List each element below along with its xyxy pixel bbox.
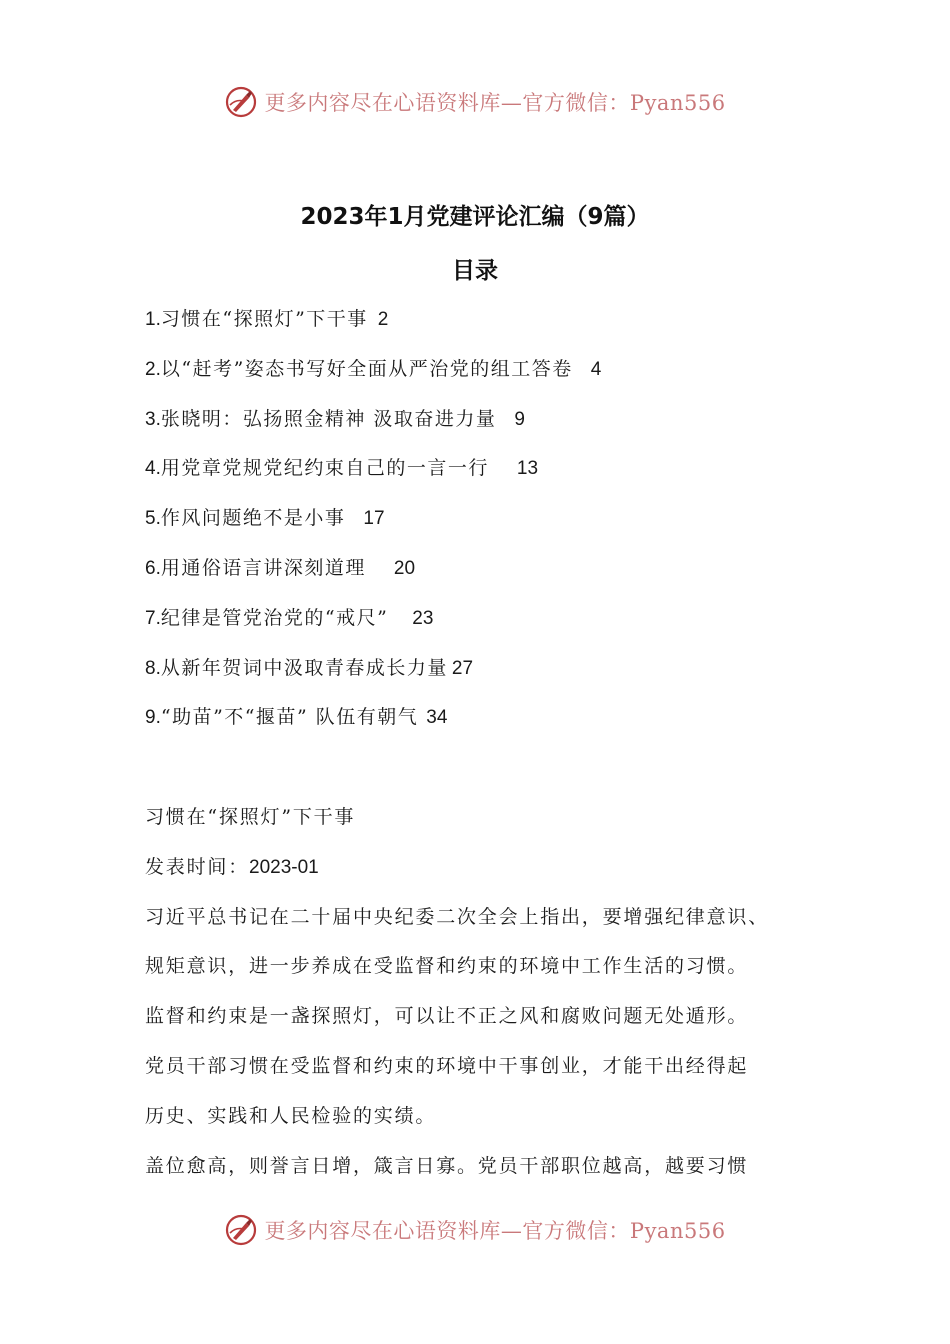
article-line: 习近平总书记在二十届中央纪委二次全会上指出，要增强纪律意识、 xyxy=(145,905,770,928)
toc-entry-page: 34 xyxy=(426,707,448,729)
article-line: 党员干部习惯在受监督和约束的环境中干事创业，才能干出经得起 xyxy=(145,1054,749,1077)
article-date-value: 2023-01 xyxy=(249,856,319,878)
toc-entry[interactable] xyxy=(145,599,845,649)
article-body xyxy=(145,798,845,1196)
toc-entry-page: 4 xyxy=(590,358,602,380)
article-line: 监督和约束是一盏探照灯，可以让不正之风和腐败问题无处遁形。 xyxy=(145,1005,749,1028)
watermark-banner-top xyxy=(0,82,950,122)
toc-entry-title: 以“赶考”姿态书写好全面从严治党的组工答卷 xyxy=(160,357,573,380)
toc-heading: 目录 xyxy=(452,258,498,284)
article-line: 盖位愈高，则誉言日增，箴言日寡。党员干部职位越高，越要习惯 xyxy=(145,1154,749,1177)
toc-entry-page: 17 xyxy=(363,508,385,530)
toc-entry-title: “助苗”不“揠苗” 队伍有朝气 xyxy=(160,706,419,729)
pen-logo-icon xyxy=(224,1213,258,1247)
toc-entry-title: 习惯在“探照灯”下干事 xyxy=(160,308,368,330)
article-title: 习惯在“探照灯”下干事 xyxy=(145,806,356,828)
toc-entry-page: 9 xyxy=(514,408,525,430)
pen-logo-icon xyxy=(224,85,258,119)
toc-entry-number: 5. xyxy=(145,508,161,530)
article-date-label: 发表时间： xyxy=(145,855,250,878)
toc-entry-page: 23 xyxy=(412,607,434,629)
toc-entry[interactable] xyxy=(145,400,845,450)
toc-entry-page: 27 xyxy=(451,657,474,679)
toc-entry-title: 用党章党规党纪约束自己的一言一行 xyxy=(160,457,489,480)
toc-entry-page: 13 xyxy=(516,458,539,480)
toc-entry[interactable] xyxy=(145,649,845,699)
toc-entry-title: 从新年贺词中汲取青春成长力量 xyxy=(160,656,448,679)
toc-entry-title: 纪律是管党治党的“戒尺” xyxy=(160,606,389,629)
toc-entry-number: 2. xyxy=(145,358,161,380)
toc-entry-number: 8. xyxy=(145,657,161,679)
toc-entry-number: 3. xyxy=(145,408,161,430)
toc-entry-title: 张晓明：弘扬照金精神 汲取奋进力量 xyxy=(160,407,497,430)
toc-entry[interactable] xyxy=(145,549,845,599)
article-date xyxy=(145,848,845,898)
toc-entry[interactable] xyxy=(145,449,845,499)
toc-entry[interactable] xyxy=(145,499,845,549)
article-line: 规矩意识，进一步养成在受监督和约束的环境中工作生活的习惯。 xyxy=(145,955,749,978)
toc-entry-number: 9. xyxy=(145,707,161,729)
article-line: 历史、实践和人民检验的实绩。 xyxy=(145,1104,437,1127)
toc-entry-number: 1. xyxy=(145,309,161,330)
toc-entry[interactable] xyxy=(145,350,845,400)
toc-entry-page: 2 xyxy=(377,309,389,330)
document-title: 2023年1月党建评论汇编（9篇） xyxy=(300,204,650,230)
toc-entry[interactable] xyxy=(145,698,845,748)
watermark-banner-bottom xyxy=(0,1210,950,1250)
toc-entry-page: 20 xyxy=(393,557,416,579)
toc-entry-title: 作风问题绝不是小事 xyxy=(160,507,346,530)
watermark-text: 更多内容尽在心语资料库—官方微信：Pyan556 xyxy=(264,1219,726,1243)
table-of-contents xyxy=(145,300,845,748)
toc-entry-number: 7. xyxy=(145,607,161,629)
toc-entry-number: 6. xyxy=(145,557,161,579)
toc-entry-number: 4. xyxy=(145,458,161,480)
toc-entry[interactable] xyxy=(145,300,845,350)
toc-entry-title: 用通俗语言讲深刻道理 xyxy=(160,556,366,579)
watermark-text: 更多内容尽在心语资料库—官方微信：Pyan556 xyxy=(264,91,726,115)
